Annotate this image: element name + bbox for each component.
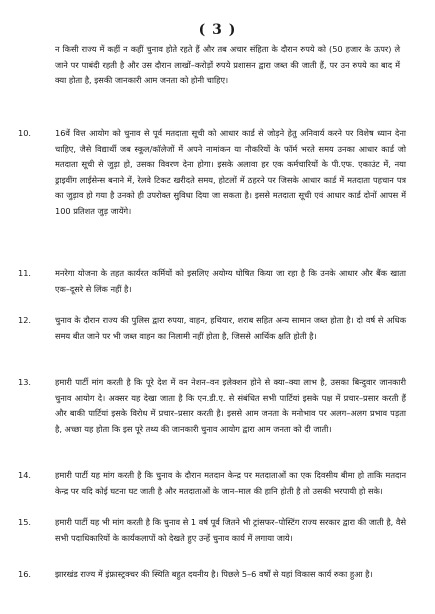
list-item [18,468,406,499]
page-number: ( 3 ) [198,22,237,38]
item-number: 12. [18,315,32,325]
item-text: हमारी पार्टी यह मांग करती है कि चुनाव के दौरान मतदान केन्द्र पर मतदाताओं का एक दिवसीय बीमा हो ताकि मतदान केन्द्र पर यदि कोई घटना घट जाती है और मतदाताओं के जान–माल की हानि होती है तो उसकी भरपायी हो सके। [55,470,406,496]
list-item [18,375,406,437]
item-text: 16वें वित्त आयोग को चुनाव से पूर्व मतदाता सूची को आधार कार्ड से जोड़ने हेतु अनिवार्य करने पर विशेष ध्यान देना चाहिए, जैसे विद्यार्थी जब स्कूल/कॉलेजों में अपने नामांकन या नौकरियों के फॉर्म भरते समय उनका आधार कार्ड जो मतदाता सूची से जुड़ा हो, उसका विवरण देना होगा। इसके अलावा हर एक कर्मचारियों के पी.एफ. एकाउंट में, नया ड्राइवींग लाईसेन्स बनाने में, रेलवे टिकट खरीदते समय, होटलों में ठहरने पर जिसके आधार कार्ड में मतदाता पहचान पत्र का जुड़ाव हो गया है उनको ही उपरोक्त सुविधा दिया जा सकता है। इससे मतदाता सूची एवं आधार कार्ड दोनों आपस में 100 प्रतिशत जुड़ जायेंगे। [55,128,406,216]
list-item [18,266,406,297]
list-item [18,126,406,219]
list-item [18,313,406,344]
item-text: हमारी पार्टी मांग करती है कि पूरे देश में वन नेशन–वन इलेक्शन होने से क्या–क्या लाभ है, उसका बिन्दुवार जानकारी चुनाव आयोग दे। अक्सर यह देखा जाता है कि एन.डी.ए. से संबंधित सभी पार्टियां इसके पक्ष में प्रचार–प्रसार करती हैं और बाकी पार्टियां इसके विरोध में प्रचार–प्रसार करती है। इससे आम जनता के मनोभाव पर अलग–अलग प्रभाव पड़ता है, अच्छा यह होता कि इस पूरे तथ्य की जानकारी चुनाव आयोग द्वारा आम जनता को दी जाती। [55,377,406,434]
item-number: 10. [18,128,32,138]
item-number: 14. [18,470,32,480]
item-text: चुनाव के दौरान राज्य की पुलिस द्वारा रुपया, वाहन, हथियार, शराब सहित अन्य सामान जब्त होता है। दो वर्ष से अधिक समय बीत जाने पर भी जब्त वाहन का निलामी नहीं होता है, जिससे आर्थिक क्षति होती है। [55,315,406,341]
list-item [18,515,406,546]
item-text: हमारी पार्टी यह भी मांग करती है कि चुनाव से 1 वर्ष पूर्व जितने भी ट्रांसफर–पोस्टिंग राज्य सरकार द्वारा की जाती है, वैसे सभी पदाधिकारियों के कार्यकलापों को देखते हुए उन्हें चुनाव कार्य में लगाया जाये। [55,517,406,543]
item-text: मनरेगा योजना के तहत कार्यरत कर्मियों को इसलिए अयोग्य घोषित किया जा रहा है कि उनके आधार और बैंक खाता एक–दूसरे से लिंक नहीं है। [55,268,406,294]
list-item [18,567,406,583]
item-number: 15. [18,517,32,527]
item-number: 16. [18,569,32,579]
item-text: झारखंड राज्य में इंफ्रास्ट्रक्चर की स्थिति बहुत दयनीय है। पिछले 5–6 वर्षों से यहां विकास कार्य रुका हुआ है। [55,569,373,579]
item-number: 11. [18,268,32,278]
intro-paragraph: न किसी राज्य में कहीं न कहीं चुनाव होते रहते हैं और तब अचार संहिता के दौरान रुपये को (50 हजार के ऊपर) ले जाने पर पाबंदी रहती है और उस दौरान लाखों–करोड़ों रुपये प्रशासन द्वारा जब्त की जाती हैं, पर उन रुपये का बाद में क्या होता है, इसकी जानकारी आम जनता को होनी चाहिए। [55,44,400,85]
item-number: 13. [18,377,32,387]
